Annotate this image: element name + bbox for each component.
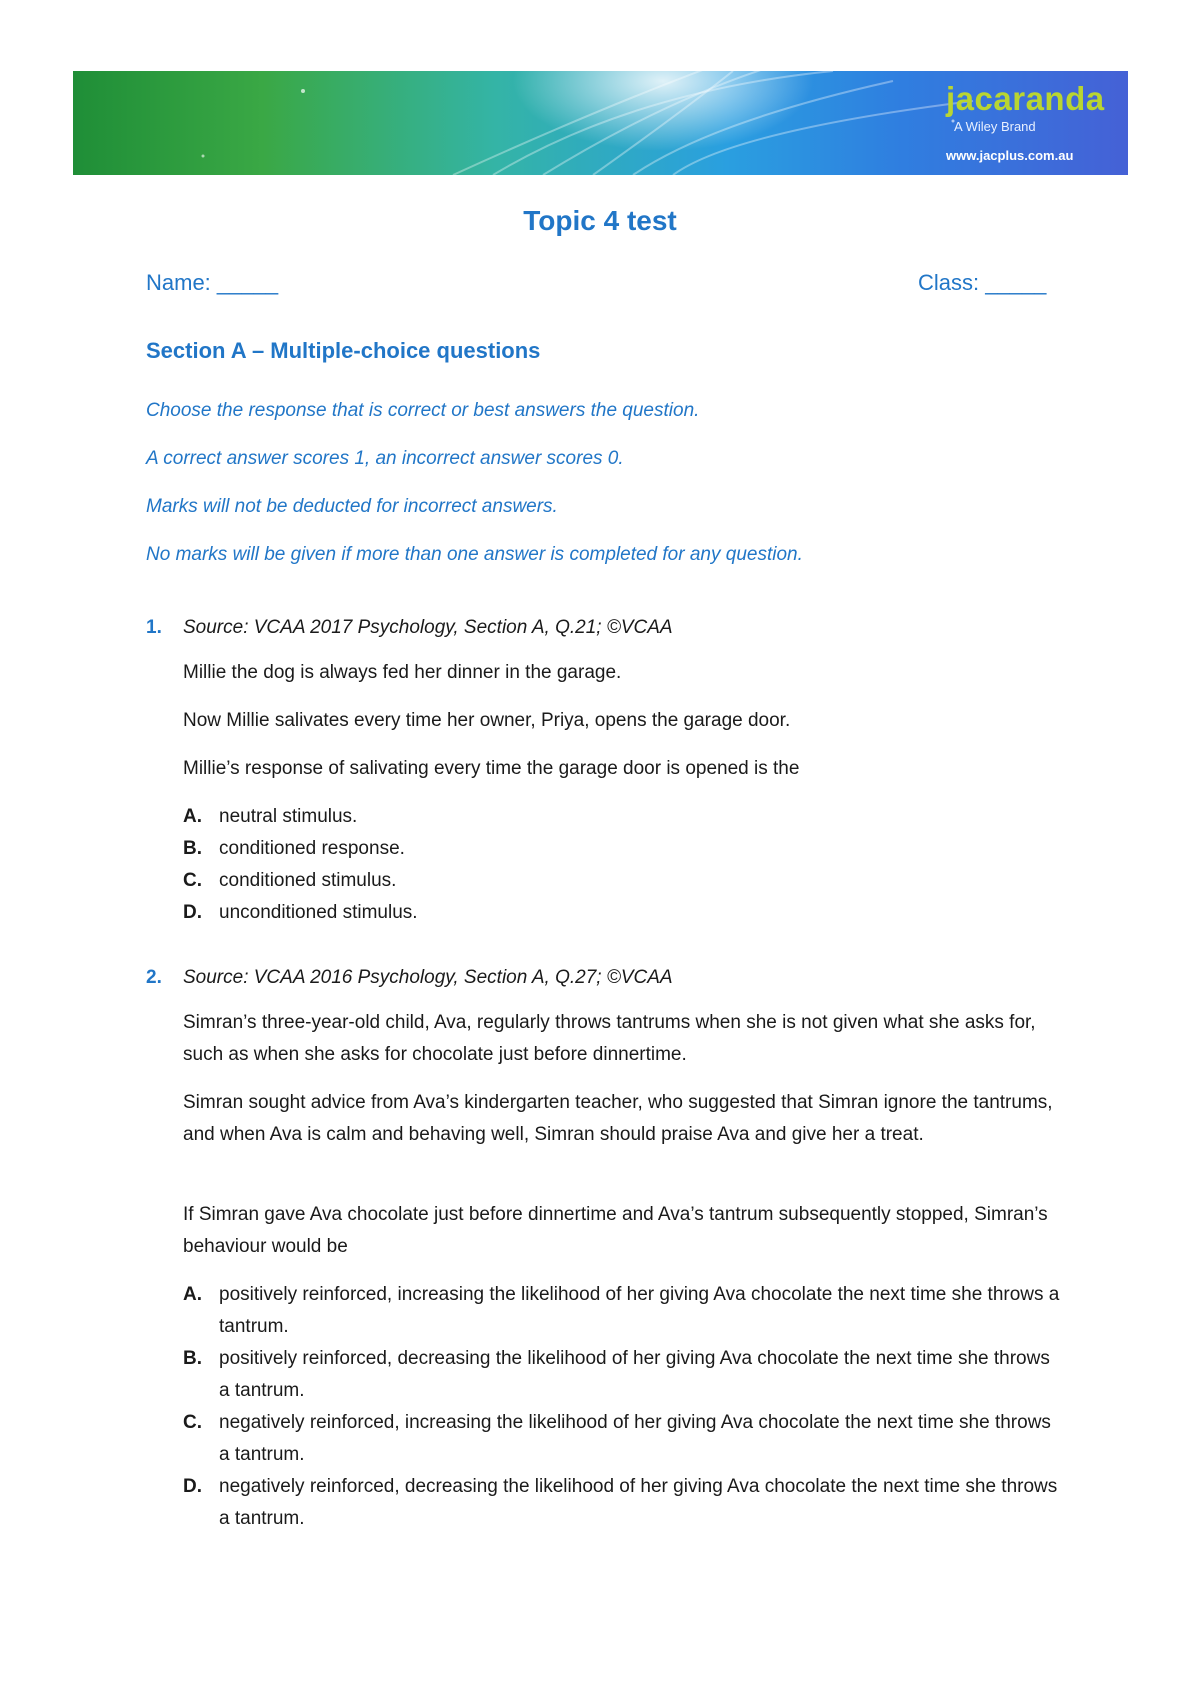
answer-option [183, 1471, 1063, 1535]
header-banner [73, 71, 1128, 175]
instruction-line: No marks will be given if more than one answer is completed for any question. [146, 544, 803, 565]
option-letter: A. [183, 806, 202, 827]
option-text: negatively reinforced, decreasing the likelihood of her giving Ava chocolate the next time she throws a tantrum. [219, 1476, 1058, 1529]
answer-option [183, 801, 1063, 833]
brand-tagline: A Wiley Brand [954, 119, 1036, 134]
question-source: Source: VCAA 2017 Psychology, Section A, Q.21; ©VCAA [183, 617, 673, 638]
instruction-line: Choose the response that is correct or best answers the question. [146, 400, 700, 421]
option-letter: B. [183, 838, 202, 859]
answer-option [183, 897, 1063, 929]
question-source: Source: VCAA 2016 Psychology, Section A, Q.27; ©VCAA [183, 967, 673, 988]
question-number: 1. [146, 617, 162, 638]
answer-option [183, 865, 1063, 897]
instruction-line: A correct answer scores 1, an incorrect answer scores 0. [146, 448, 624, 469]
answer-option [183, 1279, 1063, 1343]
brand-name: jacaranda [946, 80, 1105, 117]
option-letter: D. [183, 1476, 202, 1497]
option-letter: C. [183, 1412, 202, 1433]
option-text: positively reinforced, decreasing the likelihood of her giving Ava chocolate the next time she throws a tantrum. [219, 1348, 1050, 1401]
option-letter: A. [183, 1284, 202, 1305]
question-paragraph: If Simran gave Ava chocolate just before dinnertime and Ava’s tantrum subsequently stopped, Simran’s behaviour would be [183, 1204, 1048, 1257]
option-text: neutral stimulus. [219, 806, 358, 827]
question-number: 2. [146, 967, 162, 988]
name-field-label: Name: _____ [146, 270, 279, 295]
answer-option [183, 833, 1063, 865]
question-paragraph: Millie’s response of salivating every time the garage door is opened is the [183, 758, 800, 779]
brand-url: www.jacplus.com.au [946, 148, 1074, 163]
option-letter: B. [183, 1348, 202, 1369]
option-text: conditioned response. [219, 838, 405, 859]
question-paragraph: Now Millie salivates every time her owner, Priya, opens the garage door. [183, 710, 791, 731]
instruction-line: Marks will not be deducted for incorrect answers. [146, 496, 558, 517]
answer-option [183, 1343, 1063, 1407]
option-letter: D. [183, 902, 202, 923]
brand-logo [946, 81, 1116, 163]
option-text: unconditioned stimulus. [219, 902, 418, 923]
question-paragraph: Simran’s three-year-old child, Ava, regularly throws tantrums when she is not given what she asks for, such as when she asks for chocolate just before dinnertime. [183, 1012, 1036, 1065]
question-paragraph: Millie the dog is always fed her dinner in the garage. [183, 662, 622, 683]
question-paragraph: Simran sought advice from Ava’s kindergarten teacher, who suggested that Simran ignore the tantrums, and when Ava is calm and behaving well, Simran should praise Ava and give her a treat. [183, 1092, 1053, 1145]
answer-option [183, 1407, 1063, 1471]
section-heading: Section A – Multiple-choice questions [146, 338, 541, 363]
page-title: Topic 4 test [523, 205, 677, 236]
option-text: negatively reinforced, increasing the likelihood of her giving Ava chocolate the next time she throws a tantrum. [219, 1412, 1051, 1465]
option-letter: C. [183, 870, 202, 891]
class-field-label: Class: _____ [918, 270, 1047, 295]
option-text: positively reinforced, increasing the likelihood of her giving Ava chocolate the next time she throws a tantrum. [219, 1284, 1060, 1337]
option-text: conditioned stimulus. [219, 870, 397, 891]
